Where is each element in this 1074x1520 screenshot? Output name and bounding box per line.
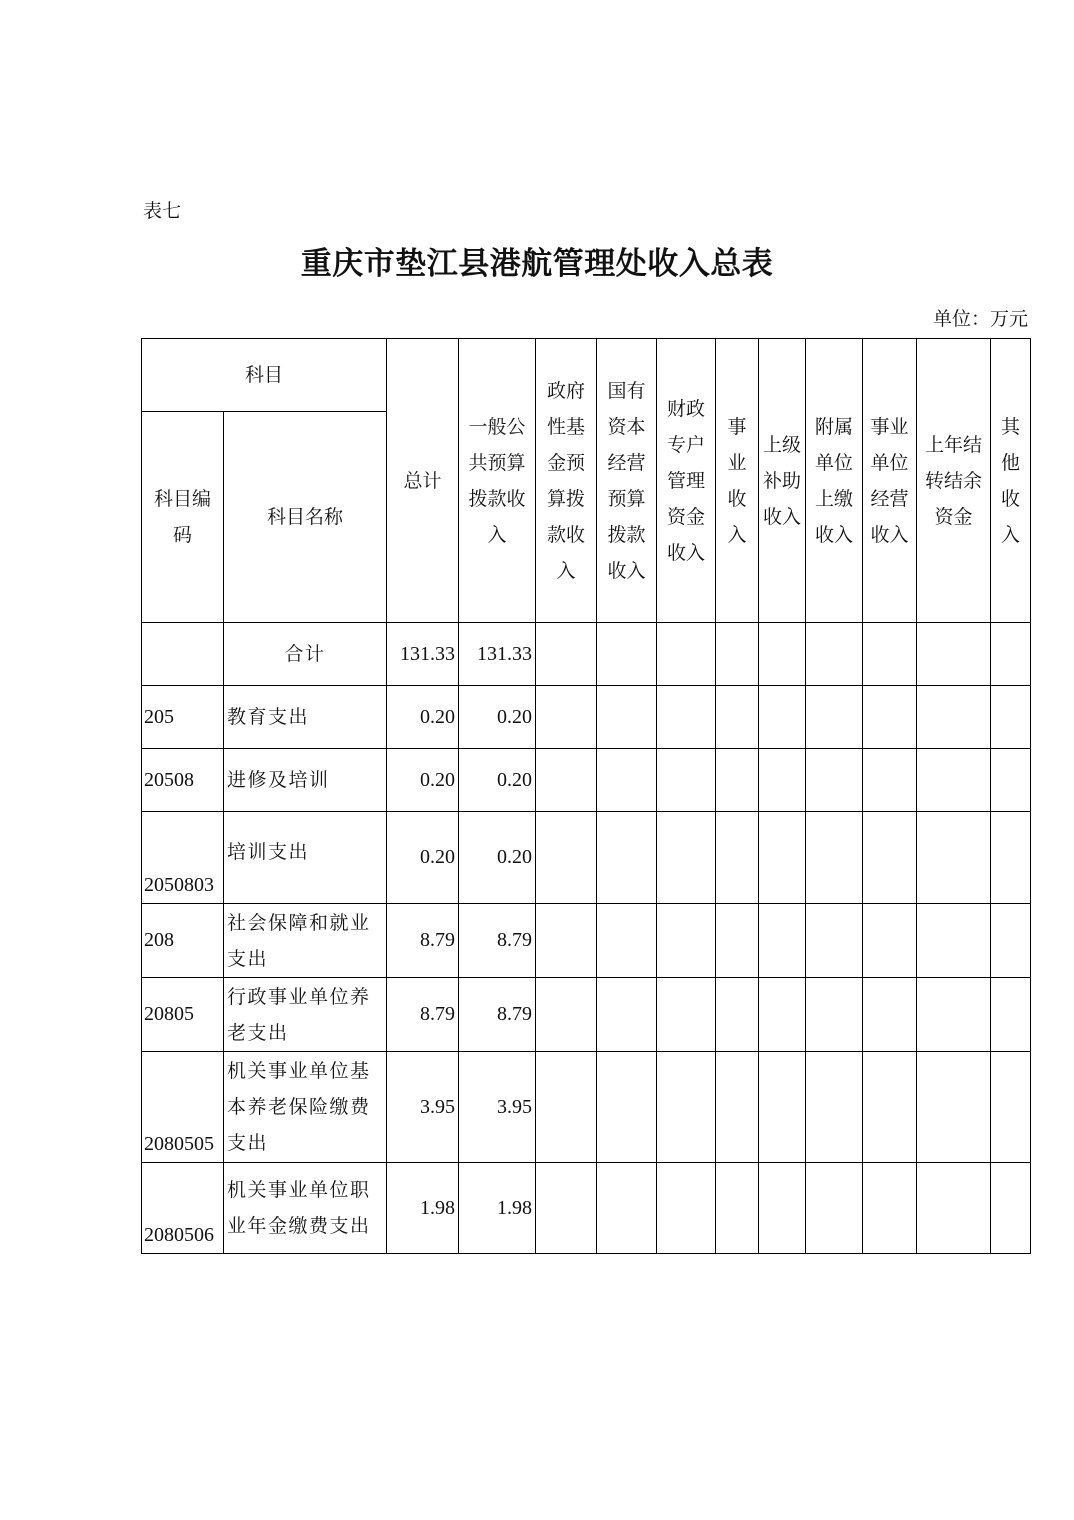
empty-cell [917, 812, 991, 904]
table-row [142, 623, 1031, 686]
empty-cell [657, 1163, 716, 1254]
header-line: 收入 [666, 541, 705, 564]
table-row [142, 749, 1031, 812]
empty-cell [716, 623, 759, 686]
empty-cell [917, 686, 991, 749]
empty-cell [657, 623, 716, 686]
header-line: 收入 [814, 523, 853, 546]
header-line: 专户 [666, 433, 705, 456]
header-line: 其 [1000, 415, 1020, 438]
subject-name-cell: 社会保障和就业支出 [224, 904, 387, 978]
header-line: 单位 [814, 451, 853, 474]
empty-cell [597, 978, 657, 1052]
header-carryover [917, 339, 991, 623]
empty-cell [657, 749, 716, 812]
empty-cell [716, 749, 759, 812]
header-gov-fund [536, 339, 597, 623]
empty-cell [991, 978, 1031, 1052]
empty-cell [536, 623, 597, 686]
header-subject-group: 科目 [142, 339, 387, 412]
header-line: 他 [1000, 451, 1020, 474]
empty-cell [991, 1052, 1031, 1163]
empty-cell [716, 1163, 759, 1254]
empty-cell [536, 978, 597, 1052]
header-line: 性基 [546, 415, 585, 438]
header-line: 上级 [762, 433, 801, 456]
empty-cell [657, 1052, 716, 1163]
subject-name-cell: 机关事业单位基本养老保险缴费支出 [224, 1052, 387, 1163]
empty-cell [716, 686, 759, 749]
empty-cell [597, 686, 657, 749]
empty-cell [759, 1052, 806, 1163]
empty-cell [759, 1163, 806, 1254]
empty-cell [536, 904, 597, 978]
empty-cell [759, 904, 806, 978]
header-line: 收入 [870, 523, 909, 546]
empty-cell [806, 623, 863, 686]
subject-code-cell: 208 [142, 904, 224, 978]
empty-cell [536, 1163, 597, 1254]
table-row [142, 1052, 1031, 1163]
total-cell: 0.20 [387, 686, 459, 749]
page-title: 重庆市垫江县港航管理处收入总表 [300, 246, 774, 282]
empty-cell [759, 978, 806, 1052]
subject-name-cell: 合计 [224, 623, 387, 686]
empty-cell [597, 749, 657, 812]
empty-cell [759, 686, 806, 749]
header-line: 财政 [666, 397, 705, 420]
header-line: 预算 [607, 487, 646, 510]
empty-cell [536, 1052, 597, 1163]
header-line: 业 [727, 451, 747, 474]
empty-cell [806, 686, 863, 749]
header-subject-code [142, 412, 224, 623]
empty-cell [863, 1163, 917, 1254]
general-budget-cell: 0.20 [459, 812, 536, 904]
empty-cell [863, 904, 917, 978]
empty-cell [806, 1052, 863, 1163]
unit-label: 单位：万元 [932, 308, 1028, 330]
header-line: 金预 [546, 451, 585, 474]
general-budget-cell: 8.79 [459, 904, 536, 978]
empty-cell [657, 812, 716, 904]
header-affiliated-payment [806, 339, 863, 623]
empty-cell [759, 623, 806, 686]
header-line: 算拨 [546, 487, 585, 510]
table-label: 表七 [143, 200, 182, 222]
header-business-operation [863, 339, 917, 623]
subject-name-cell: 进修及培训 [224, 749, 387, 812]
subject-code-cell: 2050803 [142, 812, 224, 904]
total-cell: 0.20 [387, 812, 459, 904]
general-budget-cell: 1.98 [459, 1163, 536, 1254]
general-budget-cell: 3.95 [459, 1052, 536, 1163]
empty-cell [863, 686, 917, 749]
header-line: 码 [172, 524, 192, 546]
header-line: 国有 [607, 379, 646, 402]
empty-cell [863, 1052, 917, 1163]
general-budget-cell: 0.20 [459, 686, 536, 749]
empty-cell [597, 1052, 657, 1163]
empty-cell [806, 812, 863, 904]
empty-cell [806, 1163, 863, 1254]
empty-cell [991, 812, 1031, 904]
subject-name-cell: 培训支出 [224, 812, 387, 904]
header-line: 补助 [762, 469, 801, 492]
header-line: 入 [727, 523, 747, 546]
empty-cell [536, 812, 597, 904]
total-cell: 131.33 [387, 623, 459, 686]
empty-cell [657, 978, 716, 1052]
header-line: 入 [487, 523, 507, 546]
header-fiscal-special [657, 339, 716, 623]
header-line: 经营 [607, 451, 646, 474]
empty-cell [597, 812, 657, 904]
empty-cell [806, 978, 863, 1052]
header-line: 收 [727, 487, 747, 510]
header-general-budget [459, 339, 536, 623]
total-cell: 1.98 [387, 1163, 459, 1254]
header-line: 入 [1000, 523, 1020, 546]
subject-code-cell: 2080506 [142, 1163, 224, 1254]
header-line: 收 [1000, 487, 1020, 510]
income-table [141, 338, 1031, 1254]
empty-cell [597, 1163, 657, 1254]
header-line: 事业 [870, 415, 909, 438]
subject-name-cell: 机关事业单位职业年金缴费支出 [224, 1163, 387, 1254]
header-line: 收入 [607, 559, 646, 582]
empty-cell [759, 812, 806, 904]
empty-cell [863, 623, 917, 686]
header-business-income [716, 339, 759, 623]
empty-cell [716, 1052, 759, 1163]
subject-code-cell: 20805 [142, 978, 224, 1052]
header-line: 资金 [666, 505, 705, 528]
subject-name-cell: 行政事业单位养老支出 [224, 978, 387, 1052]
empty-cell [917, 1052, 991, 1163]
header-line: 上年结 [924, 433, 982, 456]
empty-cell [991, 904, 1031, 978]
empty-cell [716, 978, 759, 1052]
total-cell: 0.20 [387, 749, 459, 812]
empty-cell [657, 686, 716, 749]
header-line: 拨款收 [468, 487, 526, 510]
header-line: 附属 [814, 415, 853, 438]
empty-cell [597, 623, 657, 686]
header-line: 共预算 [468, 451, 526, 474]
subject-code-cell [142, 623, 224, 686]
header-line: 资金 [934, 505, 973, 528]
header-total: 总计 [387, 339, 459, 623]
table-row [142, 904, 1031, 978]
subject-code-cell: 205 [142, 686, 224, 749]
empty-cell [657, 904, 716, 978]
empty-cell [863, 978, 917, 1052]
header-line: 上缴 [814, 487, 853, 510]
empty-cell [991, 749, 1031, 812]
header-superior-subsidy [759, 339, 806, 623]
table-row [142, 812, 1031, 904]
header-line: 资本 [607, 415, 646, 438]
empty-cell [536, 749, 597, 812]
empty-cell [716, 812, 759, 904]
header-line: 经营 [870, 487, 909, 510]
header-line: 一般公 [468, 415, 526, 438]
header-line: 入 [556, 559, 576, 582]
header-line: 单位 [870, 451, 909, 474]
empty-cell [806, 904, 863, 978]
empty-cell [917, 623, 991, 686]
subject-code-cell: 20508 [142, 749, 224, 812]
header-line: 收入 [762, 505, 801, 528]
empty-cell [991, 623, 1031, 686]
total-cell: 3.95 [387, 1052, 459, 1163]
total-cell: 8.79 [387, 978, 459, 1052]
empty-cell [917, 978, 991, 1052]
empty-cell [536, 686, 597, 749]
general-budget-cell: 8.79 [459, 978, 536, 1052]
empty-cell [863, 812, 917, 904]
header-subject-name: 科目名称 [224, 412, 387, 623]
table-row [142, 1163, 1031, 1254]
table-row [142, 686, 1031, 749]
header-other-income [991, 339, 1031, 623]
total-cell: 8.79 [387, 904, 459, 978]
empty-cell [917, 749, 991, 812]
header-line: 管理 [666, 469, 705, 492]
empty-cell [597, 904, 657, 978]
empty-cell [917, 1163, 991, 1254]
header-line: 款收 [546, 523, 585, 546]
general-budget-cell: 131.33 [459, 623, 536, 686]
empty-cell [806, 749, 863, 812]
header-line: 事 [727, 415, 747, 438]
general-budget-cell: 0.20 [459, 749, 536, 812]
table-row [142, 978, 1031, 1052]
empty-cell [759, 749, 806, 812]
header-line: 科目编 [153, 488, 211, 510]
empty-cell [863, 749, 917, 812]
subject-code-cell: 2080505 [142, 1052, 224, 1163]
header-line: 政府 [546, 379, 585, 402]
header-line: 转结余 [924, 469, 982, 492]
empty-cell [716, 904, 759, 978]
empty-cell [917, 904, 991, 978]
header-state-capital [597, 339, 657, 623]
header-line: 拨款 [607, 523, 646, 546]
subject-name-cell: 教育支出 [224, 686, 387, 749]
empty-cell [991, 686, 1031, 749]
empty-cell [991, 1163, 1031, 1254]
